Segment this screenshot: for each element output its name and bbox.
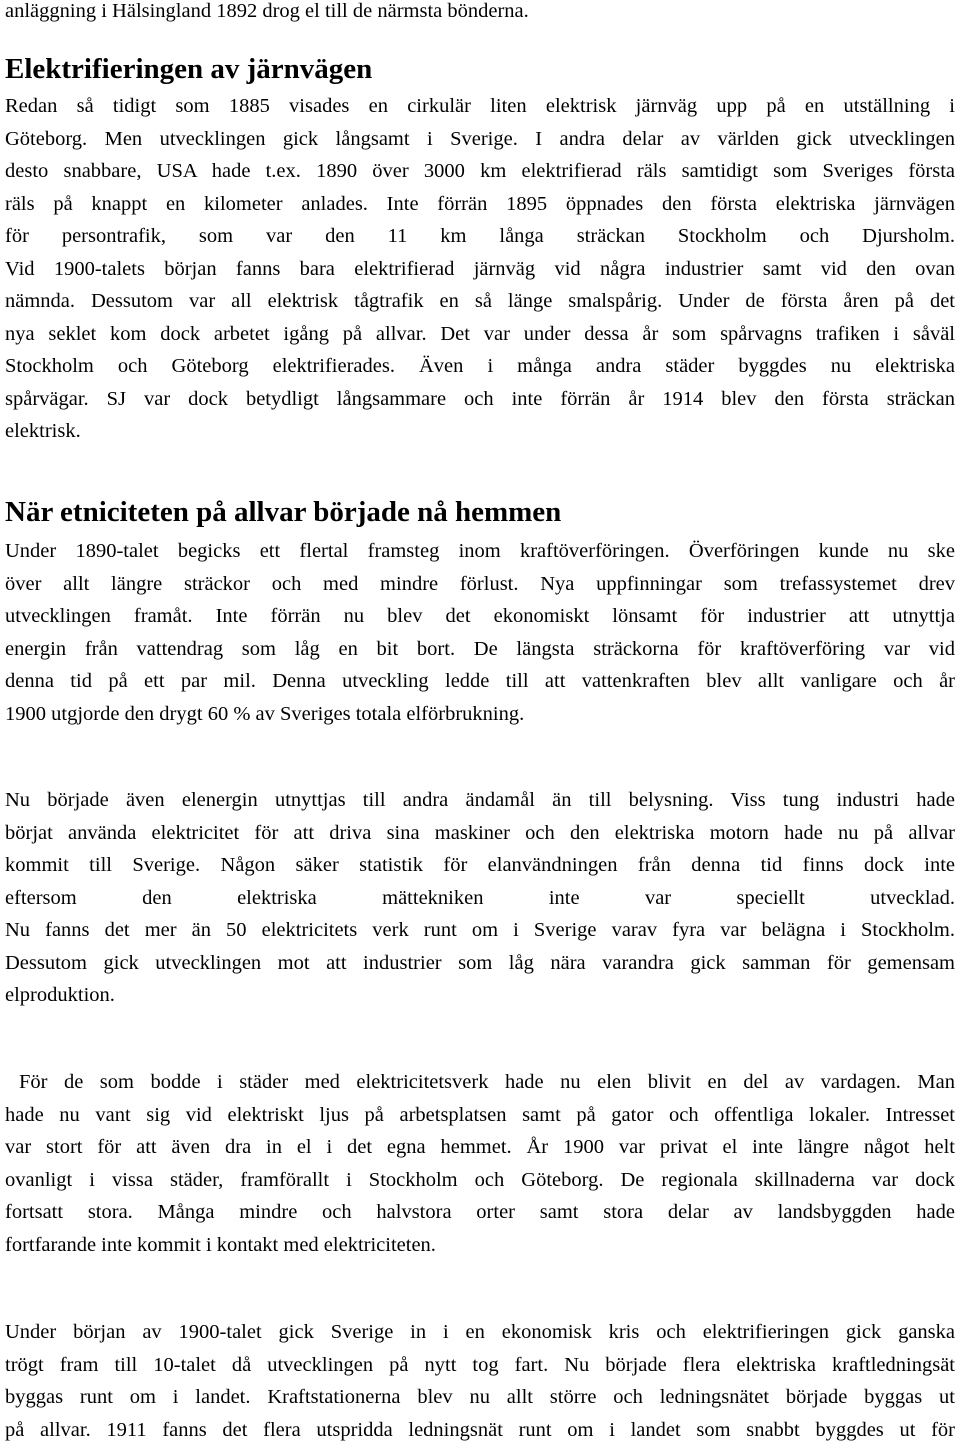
paragraph-line: för persontrafik, som var den 11 km långa sträckan Stockholm och Djursholm. [5, 220, 955, 253]
paragraph-line: fortfarande inte kommit i kontakt med elektriciteten. [5, 1229, 955, 1262]
paragraph-line: utvecklingen framåt. Inte förrän nu blev det ekonomiskt lönsamt för industrier att utnyttja [5, 600, 955, 633]
paragraph-line: Nu fanns det mer än 50 elektricitets verk runt om i Sverige varav fyra var belägna i Stockholm. [5, 914, 955, 947]
section-2-paragraph-2 [5, 784, 955, 1012]
paragraph-line: nya seklet kom dock arbetet igång på allvar. Det var under dessa år som spårvagns trafiken i såväl [5, 318, 955, 351]
paragraph-line: kommit till Sverige. Någon säker statistik för elanvändningen från denna tid finns dock inte [5, 849, 955, 882]
paragraph-line: elektrisk. [5, 415, 955, 448]
paragraph-line: över allt längre sträckor och med mindre förlust. Nya uppfinningar som trefassystemet drev [5, 568, 955, 601]
paragraph-line: Vid 1900-talets början fanns bara elektrifierad järnväg vid några industrier samt vid den ovan [5, 253, 955, 286]
paragraph-line: på allvar. 1911 fanns det flera utspridda ledningsnät runt om i landet som snabbt byggdes ut för [5, 1414, 955, 1446]
section-2-paragraph-3 [5, 1066, 955, 1261]
paragraph-line: byggas runt om i landet. Kraftstationerna blev nu allt större och ledningsnätet började byggas ut [5, 1381, 955, 1414]
paragraph-line: fortsatt stora. Många mindre och halvstora orter samt stora delar av landsbyggden hade [5, 1196, 955, 1229]
intro-line: anläggning i Hälsingland 1892 drog el till de närmsta bönderna. [5, 0, 529, 28]
paragraph-line: Dessutom gick utvecklingen mot att industrier som låg nära varandra gick samman för gemensam [5, 947, 955, 980]
paragraph-line: För de som bodde i städer med elektricitetsverk hade nu elen blivit en del av vardagen. Man [19, 1071, 955, 1093]
paragraph-line: Stockholm och Göteborg elektrifierades. Även i många andra städer byggdes nu elektriska [5, 350, 955, 383]
paragraph-line: ovanligt i vissa städer, framförallt i Stockholm och Göteborg. De regionala skillnaderna var dock [5, 1164, 955, 1197]
paragraph-line: eftersom den elektriska mättekniken inte var speciellt utvecklad. [5, 882, 955, 915]
section-1-body [5, 90, 955, 448]
paragraph-line: elproduktion. [5, 979, 955, 1012]
paragraph-line: Under början av 1900-talet gick Sverige in i en ekonomisk kris och elektrifieringen gick ganska [5, 1316, 955, 1349]
section-2-paragraph-1 [5, 535, 955, 730]
paragraph-line: hade nu vant sig vid elektriskt ljus på arbetsplatsen samt på gator och offentliga lokaler. Intresset [5, 1099, 955, 1132]
paragraph-line: Under 1890-talet begicks ett flertal framsteg inom kraftöverföringen. Överföringen kunde nu ske [5, 535, 955, 568]
paragraph-line: trögt fram till 10-talet då utvecklingen på nytt tog fart. Nu började flera elektriska kraftledningsät [5, 1349, 955, 1382]
section-2-paragraph-4 [5, 1316, 955, 1446]
paragraph-line-indented [5, 1066, 955, 1099]
paragraph-line: nämnda. Dessutom var all elektrisk tågtrafik en så länge smalspårig. Under de första åren på det [5, 285, 955, 318]
paragraph-line: börjat använda elektricitet för att driva sina maskiner och den elektriska motorn hade nu på allvar [5, 817, 955, 850]
section-heading-electrification-railway: Elektrifieringen av järnvägen [5, 51, 372, 87]
section-heading-ethnicity-homes: När etniciteten på allvar började nå hemmen [5, 494, 561, 530]
paragraph-line: 1900 utgjorde den drygt 60 % av Sveriges totala elförbrukning. [5, 698, 955, 731]
paragraph-line: denna tid på ett par mil. Denna utveckling ledde till att vattenkraften blev allt vanligare och år [5, 665, 955, 698]
paragraph-line: Göteborg. Men utvecklingen gick långsamt i Sverige. I andra delar av världen gick utvecklingen [5, 123, 955, 156]
paragraph-line: spårvägar. SJ var dock betydligt långsammare och inte förrän år 1914 blev den första sträckan [5, 383, 955, 416]
paragraph-line: energin från vattendrag som låg en bit bort. De längsta sträckorna för kraftöverföring var vid [5, 633, 955, 666]
paragraph-line: Nu började även elenergin utnyttjas till andra ändamål än till belysning. Viss tung industri hade [5, 784, 955, 817]
paragraph-line: var stort för att även dra in el i det egna hemmet. År 1900 var privat el inte längre något helt [5, 1131, 955, 1164]
paragraph-line: Redan så tidigt som 1885 visades en cirkulär liten elektrisk järnväg upp på en utställning i [5, 90, 955, 123]
paragraph-line: desto snabbare, USA hade t.ex. 1890 över 3000 km elektrifierad räls samtidigt som Sveriges första [5, 155, 955, 188]
paragraph-line: räls på knappt en kilometer anlades. Inte förrän 1895 öppnades den första elektriska järnvägen [5, 188, 955, 221]
